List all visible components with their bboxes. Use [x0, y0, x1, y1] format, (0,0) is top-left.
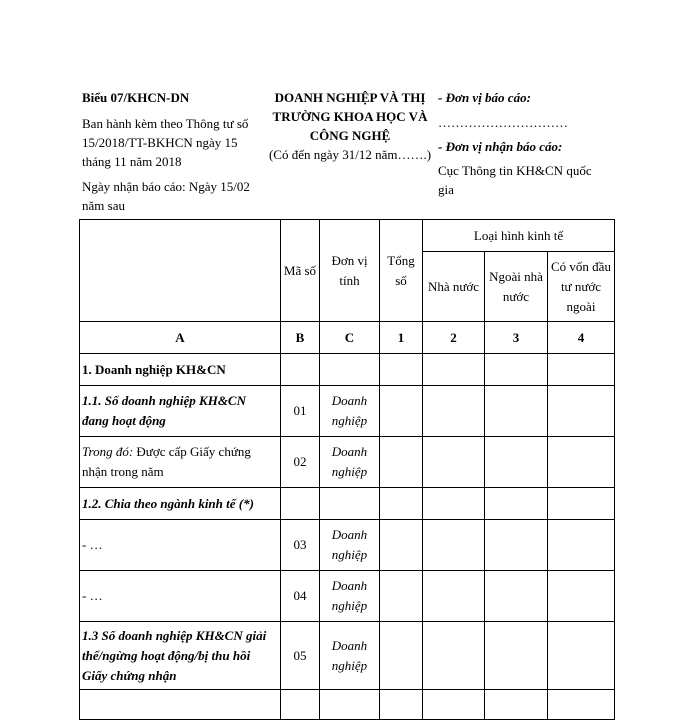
- value-cell-non-state: [485, 354, 548, 386]
- row-label: [80, 622, 281, 690]
- table-row: [80, 622, 615, 690]
- row-unit: [320, 488, 380, 520]
- header-non-state-line-1: Ngoài nhà: [489, 268, 543, 284]
- row-code: [281, 354, 320, 386]
- row-unit: [320, 690, 380, 720]
- table-row: [80, 354, 615, 386]
- row-unit: [320, 354, 380, 386]
- value-cell-total: [380, 437, 423, 488]
- value-cell-foreign: [548, 488, 615, 520]
- row-label: 1. Doanh nghiệp KH&CN: [80, 354, 281, 386]
- value-cell-foreign: [548, 354, 615, 386]
- value-cell-non-state: [485, 488, 548, 520]
- as-of-date: (Có đến ngày 31/12 năm…….): [268, 147, 432, 162]
- row-label-line-1: 1.3 Số doanh nghiệp KH&CN giải: [82, 627, 267, 643]
- header-unit-line-2: tính: [339, 272, 360, 288]
- title-line-1: DOANH NGHIỆP VÀ THỊ: [274, 90, 426, 105]
- reporting-unit-value: …………………………: [438, 115, 568, 130]
- header-total: [380, 220, 423, 322]
- row-unit-line-1: Doanh: [331, 578, 368, 593]
- row-unit-line-2: nghiệp: [331, 413, 368, 428]
- index-cell-a: A: [80, 322, 281, 354]
- value-cell-state: [423, 690, 485, 720]
- row-code: 05: [281, 622, 320, 690]
- reporting-unit-label: - Đơn vị báo cáo:: [438, 90, 531, 105]
- value-cell-foreign: [548, 690, 615, 720]
- row-unit-line-1: Doanh: [331, 637, 368, 653]
- row-label-line-1: [82, 442, 278, 462]
- issued-with-line-1: Ban hành kèm theo Thông tư số: [82, 116, 249, 131]
- table-row: [80, 386, 615, 437]
- value-cell-non-state: [485, 571, 548, 622]
- header-total-line-1: Tổng: [387, 252, 415, 268]
- index-cell-2: 2: [423, 322, 485, 354]
- value-cell-state: [423, 622, 485, 690]
- value-cell-state: [423, 437, 485, 488]
- table-row: [80, 437, 615, 488]
- value-cell-non-state: [485, 437, 548, 488]
- value-cell-total: [380, 571, 423, 622]
- report-table: [79, 219, 615, 720]
- row-unit-line-1: Doanh: [331, 393, 368, 408]
- row-label-line-2: nhận trong năm: [82, 464, 164, 479]
- row-label: [80, 437, 281, 488]
- header-code: Mã số: [281, 220, 320, 322]
- row-unit-line-2: nghiệp: [331, 657, 368, 673]
- index-cell-3: 3: [485, 322, 548, 354]
- value-cell-total: [380, 488, 423, 520]
- index-cell-1: 1: [380, 322, 423, 354]
- header-unit: [320, 220, 380, 322]
- row-unit-line-2: nghiệp: [331, 547, 368, 562]
- issued-with-line-3: tháng 11 năm 2018: [82, 154, 182, 169]
- row-unit-line-1: Doanh: [331, 444, 368, 459]
- index-cell-b: B: [281, 322, 320, 354]
- row-label-line-3: Giấy chứng nhận: [82, 667, 177, 683]
- row-label-prefix: Trong đó:: [82, 444, 134, 459]
- value-cell-foreign: [548, 386, 615, 437]
- issued-with-line-2: 15/2018/TT-BKHCN ngày 15: [82, 135, 238, 150]
- header-state: Nhà nước: [423, 252, 485, 322]
- row-unit: [320, 520, 380, 571]
- report-title: [262, 88, 438, 164]
- receiving-unit-label: - Đơn vị nhận báo cáo:: [438, 139, 563, 154]
- row-label-line-2: đang hoạt động: [82, 413, 166, 428]
- title-line-2: TRƯỜNG KHOA HỌC VÀ: [272, 109, 428, 124]
- value-cell-total: [380, 690, 423, 720]
- value-cell-foreign: [548, 622, 615, 690]
- header-total-line-2: số: [395, 272, 407, 288]
- row-label: [80, 690, 281, 720]
- header-foreign: [548, 252, 615, 322]
- row-unit: [320, 622, 380, 690]
- row-label: 1.2. Chia theo ngành kinh tế (*): [80, 488, 281, 520]
- header-indicator-cell: [80, 220, 281, 322]
- row-unit-line-2: nghiệp: [331, 598, 368, 613]
- value-cell-non-state: [485, 386, 548, 437]
- receive-date-line-1: Ngày nhận báo cáo: Ngày 15/02: [82, 179, 250, 194]
- form-code: Biểu 07/KHCN-DN: [82, 90, 190, 105]
- receiving-unit-value-line-1: Cục Thông tin KH&CN quốc: [438, 163, 592, 178]
- row-code: 01: [281, 386, 320, 437]
- row-unit-line-2: nghiệp: [331, 464, 368, 479]
- row-label-line-1: 1.1. Số doanh nghiệp KH&CN: [82, 393, 246, 408]
- header-unit-line-1: Đơn vị: [331, 252, 368, 268]
- row-label: - …: [80, 571, 281, 622]
- receiving-unit-value-line-2: gia: [438, 182, 454, 197]
- row-label-text: Được cấp Giấy chứng: [133, 444, 251, 459]
- header-foreign-line-3: ngoài: [566, 298, 596, 314]
- value-cell-non-state: [485, 520, 548, 571]
- value-cell-foreign: [548, 571, 615, 622]
- value-cell-total: [380, 622, 423, 690]
- index-row: [80, 322, 615, 354]
- header-non-state-line-2: nước: [502, 288, 530, 304]
- value-cell-non-state: [485, 690, 548, 720]
- value-cell-total: [380, 354, 423, 386]
- value-cell-state: [423, 571, 485, 622]
- row-label: [80, 386, 281, 437]
- row-unit-line-1: Doanh: [331, 527, 368, 542]
- row-label: - …: [80, 520, 281, 571]
- value-cell-non-state: [485, 622, 548, 690]
- header-foreign-line-1: Có vốn đầu: [551, 258, 611, 274]
- index-cell-c: C: [320, 322, 380, 354]
- row-code: [281, 690, 320, 720]
- value-cell-state: [423, 354, 485, 386]
- header-non-state: [485, 252, 548, 322]
- row-code: 03: [281, 520, 320, 571]
- table-row: [80, 571, 615, 622]
- value-cell-total: [380, 386, 423, 437]
- row-code: 02: [281, 437, 320, 488]
- value-cell-state: [423, 520, 485, 571]
- value-cell-foreign: [548, 437, 615, 488]
- value-cell-total: [380, 520, 423, 571]
- form-info: [82, 88, 262, 215]
- row-code: 04: [281, 571, 320, 622]
- value-cell-state: [423, 488, 485, 520]
- table-row: [80, 520, 615, 571]
- row-label-line-2: thể/ngừng hoạt động/bị thu hồi: [82, 647, 251, 663]
- row-code: [281, 488, 320, 520]
- receive-date-line-2: năm sau: [82, 198, 125, 213]
- row-unit: [320, 386, 380, 437]
- header-foreign-line-2: tư nước: [560, 278, 602, 294]
- row-unit: [320, 571, 380, 622]
- value-cell-foreign: [548, 520, 615, 571]
- index-cell-4: 4: [548, 322, 615, 354]
- header-economic-type: Loại hình kinh tế: [423, 220, 615, 252]
- title-line-3: CÔNG NGHỆ: [309, 128, 391, 143]
- table-row: [80, 690, 615, 720]
- row-unit: [320, 437, 380, 488]
- value-cell-state: [423, 386, 485, 437]
- table-row: [80, 488, 615, 520]
- report-units: [438, 88, 618, 199]
